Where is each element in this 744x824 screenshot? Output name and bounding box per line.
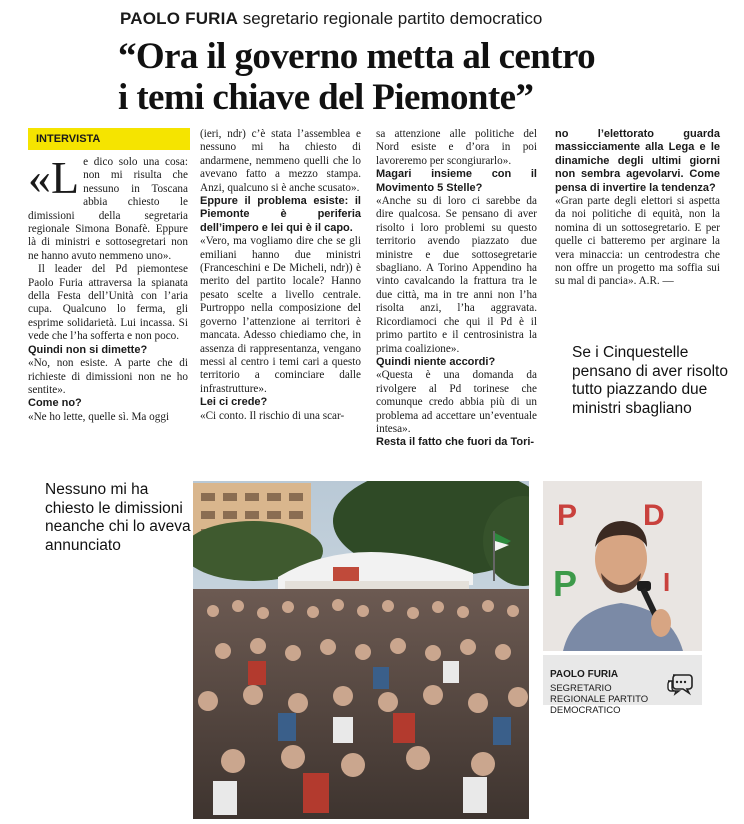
interview-answer: (ieri, ndr) c’è stata l’assemblea e nessuno mi ha chiesto di andarmene, nemmeno quelli che lo avevano fatto a mezzo stampa. Anzi, qualcuno si è anche scusato».	[200, 128, 361, 194]
interview-question: Eppure il problema esiste: il Piemonte è periferia dell’impero e lei qui è il capo.	[200, 195, 361, 234]
headline	[118, 36, 738, 118]
speech-bubbles-icon	[664, 669, 694, 699]
interview-answer: «Anche su di loro ci sarebbe da dire qualcosa. Se pensano di aver risolto i loro problemi su questo territorio avendo piazzato due ministre e due sottosegretarie sbagliano. A Torino Appendino ha vinto cavalcando la frattura tra le due città, ma in tre anni non l’ha risolta anzi, l’ha aggravata. Ricordiamoci che qui il Pd è il primo partito e il centrosinistra la prima coalizione».	[376, 195, 537, 355]
pull-quote-right: Se i Cinquestelle pensano di aver risolto tutto piazzando due ministri sbagliano	[572, 344, 728, 417]
festival-crowd-photo	[193, 481, 529, 819]
svg-text:P: P	[553, 563, 578, 604]
section-tag: INTERVISTA	[28, 128, 190, 150]
article-column-2	[200, 128, 361, 423]
interviewee-name: PAOLO FURIA	[120, 9, 239, 28]
article-column-3	[376, 128, 537, 450]
interview-question: Quindi niente accordi?	[376, 355, 496, 368]
svg-text:D: D	[643, 499, 665, 532]
interview-question: Resta il fatto che fuori da Tori-	[376, 436, 535, 449]
headline-line-1: “Ora il governo metta al centro	[118, 36, 595, 77]
body-paragraph: Il leader del Pd piemontese Paolo Furia attraversa la spianata della Festa dell’Unità con l’aria cupa. Qualcuno lo ferma, gli esprime solidarietà. Lui incassa. Si vede che l’ha sofferta e non poco.	[28, 263, 188, 343]
svg-text:I: I	[663, 567, 671, 597]
interview-question: Quindi non si dimette?	[28, 343, 148, 356]
interviewee-role: segretario regionale partito democratico	[242, 9, 543, 28]
interview-answer: «Questa è una domanda da rivolgere al Pd torinese che comunque credo abbia più di un problema ad accettare un’eventuale intesa».	[376, 369, 537, 435]
interview-answer: «No, non esiste. A parte che di richieste di dimissioni non ne ho sentite».	[28, 357, 188, 396]
lead-paragraph	[28, 152, 188, 263]
interview-question: Magari insieme con il Movimento 5 Stelle?	[376, 168, 537, 194]
pull-quote-left: Nessuno mi ha chiesto le dimissioni neanche chi lo aveva annunciato	[45, 481, 191, 554]
article-column-4	[555, 128, 720, 289]
photo-caption	[543, 655, 702, 716]
interview-answer: «Ne ho lette, quelle sì. Ma oggi	[28, 410, 170, 423]
lead-text: e dico solo una cosa: non mi risulta che nessuno in Toscana abbia chiesto le dimissioni della segretaria regionale Simona Bonafè. Eppure là di ministri e sottosegretari non ne hanno avuto nemmeno uno».	[28, 156, 188, 262]
interview-question: no l’elettorato guarda massicciamente alla Lega e le dinamiche degli ultimi giorni non sembra agevolarvi. Come pensa di invertire la tendenza?	[555, 128, 720, 194]
interview-answer: «Vero, ma vogliamo dire che se gli emiliani hanno due ministri (Franceschini e De Micheli, ndr)) è merito del partito locale? Hanno pesato scelte a livello centrale. Purtroppo nella composizione del governo l’attenzione ai territori è mancata. Adesso chiediamo che, in assenza di rappresentanza, vengano messi al centro i temi cari a questo territorio a cominciare dalle infrastrutture».	[200, 235, 361, 395]
interview-answer: «Ci conto. Il rischio di una scar-	[200, 409, 345, 422]
interview-answer: «Gran parte degli elettori si aspetta da noi politiche di equità, non la nomina di un sottosegretario. E per quelle ci batteremo per arginare la vera minaccia: un centrodestra che non offre un progetto ma soffia sui su mal di pancia». A.R. —	[555, 195, 720, 288]
dropcap: «L	[28, 152, 80, 203]
svg-text:P: P	[557, 499, 578, 532]
caption-role: SEGRETARIO REGIONALE PARTITO DEMOCRATICO	[550, 683, 649, 716]
portrait-photo	[543, 481, 702, 651]
article-column-1	[28, 152, 188, 424]
interview-answer: sa attenzione alle politiche del Nord esiste e d’ora in poi lavoreremo per scongiurarlo».	[376, 128, 537, 167]
caption-name: PAOLO FURIA	[550, 669, 619, 680]
interview-question: Lei ci crede?	[200, 396, 268, 409]
headline-line-2: i temi chiave del Piemonte”	[118, 77, 534, 118]
interview-question: Come no?	[28, 397, 82, 410]
kicker	[120, 9, 542, 29]
